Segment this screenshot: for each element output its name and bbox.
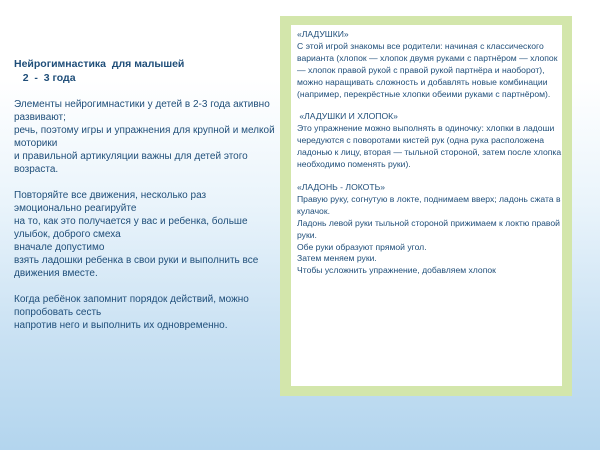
- paragraph-line: на то, как это получается у вас и ребенка, больше улыбок, доброго смеха: [14, 216, 248, 240]
- paragraph-line: Когда ребёнок запомнит порядок действий, можно попробовать сесть: [14, 294, 249, 318]
- section-title-ladon-lokot: «ЛАДОНЬ - ЛОКОТЬ»: [297, 181, 386, 192]
- section-text: Затем меняем руки.: [297, 253, 377, 264]
- page-title: [14, 57, 276, 85]
- section-text: Чтобы усложнить упражнение, добавляем хлопок: [297, 265, 496, 276]
- paragraph-line: напротив него и выполнить их одновременно.: [14, 320, 228, 331]
- left-text-block: [14, 57, 276, 332]
- paragraph-line: Повторяйте все движения, несколько раз эмоционально реагируйте: [14, 190, 207, 214]
- section-text: Это упражнение можно выполнять в одиночку: хлопки в ладоши чередуются с поворотами кистей рук (одна рука расположена ладонью к лицу, вторая — тыльной стороной, затем после хлопка необходимо поменять руки).: [297, 123, 562, 170]
- section-title-ladushki-i-hlopok: «ЛАДУШКИ И ХЛОПОК»: [297, 111, 398, 122]
- section-text: Ладонь левой руки тыльной стороной прижимаем к локтю правой руки.: [297, 217, 560, 240]
- paragraph-line: взять ладошки ребенка в свои руки и выполнить все движения вместе.: [14, 255, 259, 279]
- paragraph-line: и правильной артикуляции важны для детей этого возраста.: [14, 151, 248, 175]
- title-line-1: Нейрогимнастика для малышей: [14, 58, 185, 70]
- paragraph-line: речь, поэтому игры и упражнения для крупной и мелкой моторики: [14, 125, 275, 149]
- paragraph-line: вначале допустимо: [14, 242, 105, 253]
- section-title-ladushki: «ЛАДУШКИ»: [297, 29, 349, 39]
- paragraph-line: Элементы нейрогимнастики у детей в 2-3 года активно развивают;: [14, 99, 270, 123]
- exercise-card-content: [297, 29, 567, 277]
- section-text: Обе руки образуют прямой угол.: [297, 241, 427, 252]
- title-line-2: 2 - 3 года: [14, 72, 76, 84]
- section-text: С этой игрой знакомы все родители: начиная с классического варианта (хлопок — хлопок двумя руками с партнёром — хлопок — хлопок правой рукой с правой рукой партнёра и наоборот), можно наращивать сложность и добавлять новые комбинации (например, перекрёстные хлопки обеими руками с партнёром).: [297, 40, 558, 99]
- section-text: Правую руку, согнутую в локте, поднимаем вверх; ладонь сжата в кулачок.: [297, 193, 561, 216]
